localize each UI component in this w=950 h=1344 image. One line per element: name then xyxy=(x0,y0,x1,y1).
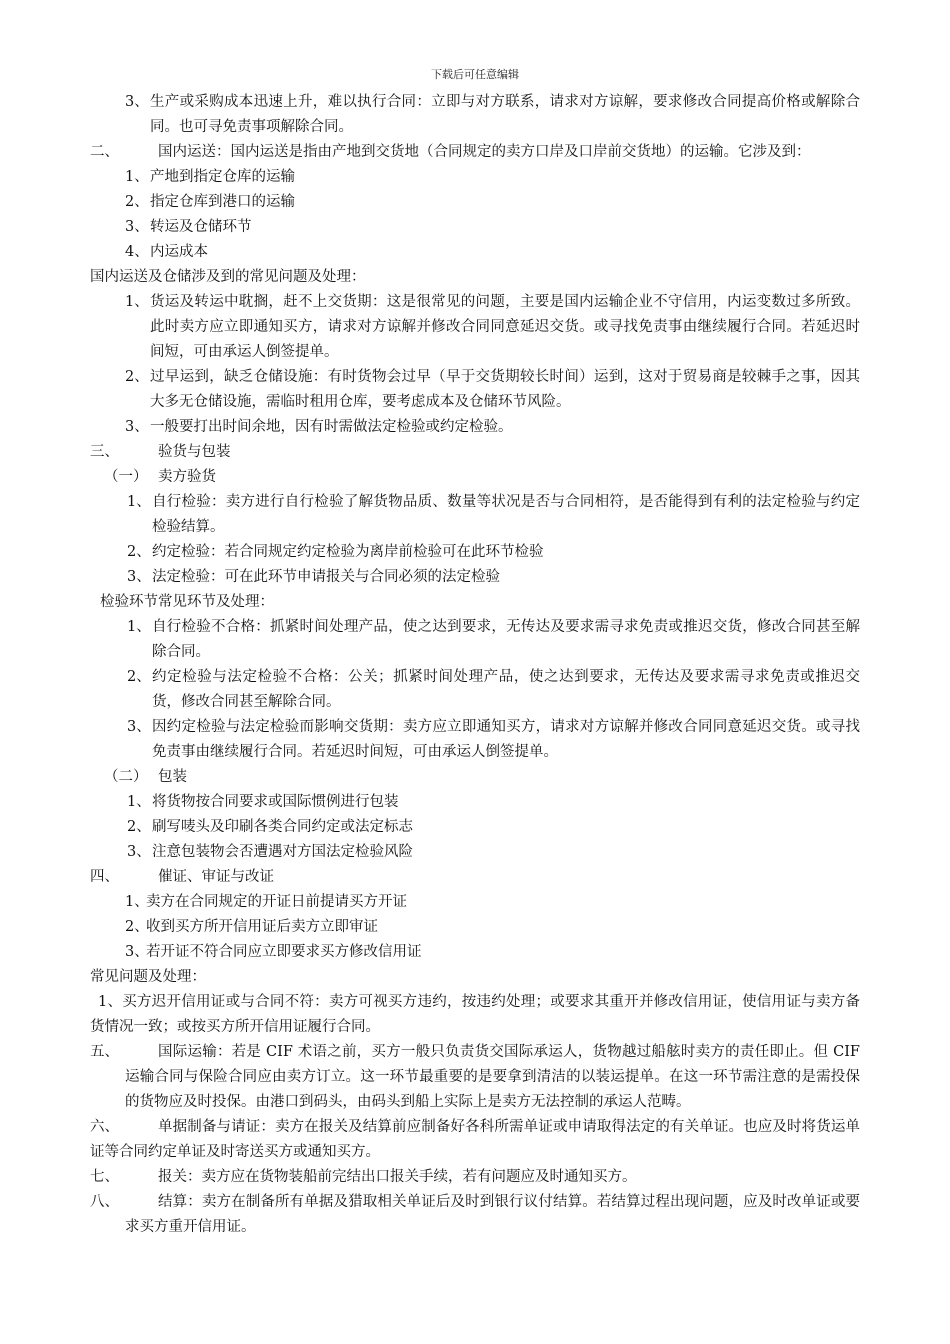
list-item xyxy=(90,190,860,215)
item-text: 收到买方所开信用证后卖方立即审证 xyxy=(146,919,378,935)
item-number: 2、 xyxy=(127,819,151,835)
section-text: 报关：卖方应在货物装船前完结出口报关手续，若有问题应及时通知买方。 xyxy=(158,1169,637,1185)
subsection-text: 包装 xyxy=(158,769,187,785)
item-text: 将货物按合同要求或国际惯例进行包装 xyxy=(152,794,399,810)
section-heading xyxy=(90,1115,860,1165)
item-text: 货运及转运中耽搁，赶不上交货期：这是很常见的问题，主要是国内运输企业不守信用，内运变数过多所致。此时卖方应立即通知买方，请求对方谅解并修改合同同意延迟交货。或寻找免责事由继续履行合同。若延迟时间短，可由承运人倒签提单。 xyxy=(150,294,860,360)
section-number: 二、 xyxy=(90,144,119,160)
item-number: 3、 xyxy=(127,569,151,585)
item-text: 产地到指定仓库的运输 xyxy=(150,169,295,185)
item-number: 3、 xyxy=(125,419,149,435)
list-item xyxy=(90,90,860,140)
section-text: 国际运输：若是 CIF 术语之前，买方一般只负责货交国际承运人，货物越过船舷时卖方的责任即止。但 CIF 运输合同与保险合同应由卖方订立。这一环节最重要的是要拿到清洁的以装运提单。在这一环节需注意的是需投保的货物应及时投保。由港口到码头，由码头到船上实际上是卖方无法控制的承运人范畴。 xyxy=(125,1044,860,1110)
section-text: 催证、审证与改证 xyxy=(158,869,274,885)
section-heading xyxy=(90,140,860,165)
item-text: 生产或采购成本迅速上升，难以执行合同：立即与对方联系，请求对方谅解，要求修改合同提高价格或解除合同。也可寻免责事项解除合同。 xyxy=(150,94,860,135)
item-text: 若开证不符合同应立即要求买方修改信用证 xyxy=(146,944,422,960)
item-text: 内运成本 xyxy=(150,244,208,260)
subsection-text: 卖方验货 xyxy=(158,469,216,485)
list-item xyxy=(90,365,860,415)
list-item xyxy=(90,815,860,840)
list-item xyxy=(90,215,860,240)
item-text: 自行检验：卖方进行自行检验了解货物品质、数量等状况是否与合同相符，是否能得到有利的法定检验与约定检验结算。 xyxy=(152,494,860,535)
list-item xyxy=(90,565,860,590)
item-text: 因约定检验与法定检验而影响交货期：卖方应立即通知买方，请求对方谅解并修改合同同意延迟交货。或寻找免责事由继续履行合同。若延迟时间短，可由承运人倒签提单。 xyxy=(152,719,860,760)
item-number: 1、 xyxy=(125,294,149,310)
page-header: 下载后可任意编辑 xyxy=(431,68,519,81)
item-number: 3、 xyxy=(125,94,149,110)
item-text: 过早运到，缺乏仓储设施：有时货物会过早（早于交货期较长时间）运到，这对于贸易商是较棘手之事，因其大多无仓储设施，需临时租用仓库，要考虑成本及仓储环节风险。 xyxy=(150,369,860,410)
list-item xyxy=(90,890,860,915)
section-number: 八、 xyxy=(90,1194,119,1210)
item-number: 2、 xyxy=(125,369,149,385)
list-item xyxy=(90,165,860,190)
item-text: 约定检验与法定检验不合格：公关；抓紧时间处理产品，使之达到要求，无传达及要求需寻求免责或推迟交货，修改合同甚至解除合同。 xyxy=(152,669,860,710)
list-item xyxy=(90,715,860,765)
section-number: 四、 xyxy=(90,869,119,885)
section-number: 三、 xyxy=(90,444,119,460)
section-number: 五、 xyxy=(90,1044,119,1060)
item-number: 3、 xyxy=(125,944,149,960)
section-number: 七、 xyxy=(90,1169,119,1185)
subsection-heading xyxy=(90,465,860,490)
subsection-number: （二） xyxy=(104,769,148,785)
section-text: 国内运送：国内运送是指由产地到交货地（合同规定的卖方口岸及口岸前交货地）的运输。它涉及到： xyxy=(158,144,811,160)
subsection-heading xyxy=(90,765,860,790)
item-number: 1、 xyxy=(125,894,149,910)
item-text: 约定检验：若合同规定约定检验为离岸前检验可在此环节检验 xyxy=(152,544,544,560)
item-text: 指定仓库到港口的运输 xyxy=(150,194,295,210)
paragraph xyxy=(90,990,860,1040)
item-text: 一般要打出时间余地，因有时需做法定检验或约定检验。 xyxy=(150,419,513,435)
section-heading xyxy=(90,1190,860,1240)
paragraph-text: 1、买方迟开信用证或与合同不符：卖方可视买方违约，按违约处理；或要求其重开并修改信用证，使信用证与卖方备货情况一致；或按买方所开信用证履行合同。 xyxy=(90,994,860,1035)
section-text: 单据制备与请证：卖方在报关及结算前应制备好各科所需单证或申请取得法定的有关单证。也应及时将货运单证等合同约定单证及时寄送买方或通知买方。 xyxy=(90,1119,860,1160)
section-text: 结算：卖方在制备所有单据及猎取相关单证后及时到银行议付结算。若结算过程出现问题，应及时改单证或要求买方重开信用证。 xyxy=(125,1194,860,1235)
list-item xyxy=(90,240,860,265)
item-number: 2、 xyxy=(127,669,151,685)
subheading-text: 国内运送及仓储涉及到的常见问题及处理： xyxy=(90,269,366,285)
item-text: 卖方在合同规定的开证日前提请买方开证 xyxy=(146,894,407,910)
item-text: 法定检验：可在此环节申请报关与合同必须的法定检验 xyxy=(152,569,500,585)
item-text: 注意包装物会否遭遇对方国法定检验风险 xyxy=(152,844,413,860)
subheading xyxy=(90,965,860,990)
list-item xyxy=(90,915,860,940)
list-item xyxy=(90,490,860,540)
subheading-text: 常见问题及处理： xyxy=(90,969,206,985)
section-heading xyxy=(90,1165,860,1190)
item-number: 1、 xyxy=(125,169,149,185)
item-text: 转运及仓储环节 xyxy=(150,219,252,235)
subheading xyxy=(90,590,860,615)
document-body xyxy=(90,90,860,1240)
section-text: 验货与包装 xyxy=(158,444,231,460)
item-number: 3、 xyxy=(125,219,149,235)
list-item xyxy=(90,940,860,965)
list-item xyxy=(90,415,860,440)
list-item xyxy=(90,790,860,815)
subsection-number: （一） xyxy=(104,469,148,485)
section-number: 六、 xyxy=(90,1119,119,1135)
item-text: 自行检验不合格：抓紧时间处理产品，使之达到要求，无传达及要求需寻求免责或推迟交货，修改合同甚至解除合同。 xyxy=(152,619,860,660)
item-number: 3、 xyxy=(127,844,151,860)
subheading-text: 检验环节常见环节及处理： xyxy=(100,594,274,610)
item-number: 1、 xyxy=(127,619,151,635)
section-heading xyxy=(90,865,860,890)
item-text: 刷写唛头及印刷各类合同约定或法定标志 xyxy=(152,819,413,835)
subheading xyxy=(90,265,860,290)
section-heading xyxy=(90,1040,860,1115)
item-number: 2、 xyxy=(125,919,149,935)
list-item xyxy=(90,840,860,865)
list-item xyxy=(90,290,860,365)
item-number: 3、 xyxy=(127,719,151,735)
item-number: 2、 xyxy=(125,194,149,210)
item-number: 1、 xyxy=(127,494,151,510)
list-item xyxy=(90,540,860,565)
list-item xyxy=(90,665,860,715)
item-number: 1、 xyxy=(127,794,151,810)
item-number: 4、 xyxy=(125,244,149,260)
item-number: 2、 xyxy=(127,544,151,560)
section-heading xyxy=(90,440,860,465)
list-item xyxy=(90,615,860,665)
